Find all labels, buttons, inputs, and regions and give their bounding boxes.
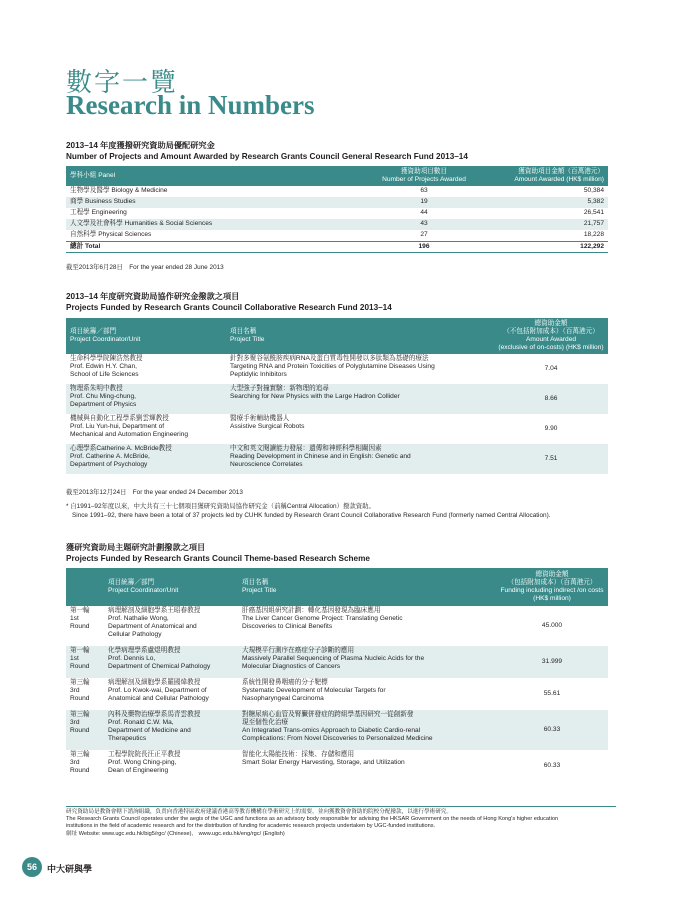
table-cell: 44 — [420, 209, 428, 216]
col-amount: 總資助金額 （不包括附加成本）（百萬港元） Amount Awarded (exclusive of on-costs) (HK$ million) — [494, 318, 608, 354]
section3-title-zh: 獲研究資助局主題研究計劃撥款之項目 — [66, 543, 206, 552]
table-row — [66, 710, 608, 750]
total-label: 總計 Total — [66, 241, 364, 252]
title-cell: 肝癌基因組研究計劃：轉化基因發現為臨床應用 The Liver Cancer Genome Project: Translating Genetic Discoveries to Clinical Benefits — [242, 607, 403, 630]
table-cell: 自然科學 Physical Sciences — [70, 231, 152, 238]
amount-cell: 9.90 — [544, 425, 558, 432]
round-cell: 第三輪 3rd Round — [70, 679, 90, 702]
amount-cell: 45.000 — [541, 622, 563, 629]
section1-title-zh: 2013–14 年度獲撥研究資助局優配研究金 — [66, 141, 215, 150]
col-amount: 總資助金額 （包括附加成本）（百萬港元） Funding including indirect /on costs (HK$ million) — [496, 568, 608, 606]
table-cell: 商學 Business Studies — [66, 197, 364, 208]
table-row — [66, 678, 608, 710]
title-cell: 中文和英文閱讀能力發展：遺傳和神經科學相關因素 Reading Development in Chinese and in English: Genetic and Neuroscience Correlates — [226, 444, 494, 474]
col-coordinator: 項目統籌／部門 Project Coordinator/Unit — [66, 318, 226, 354]
title-cell: 對糖尿病心血管及腎臟併發症的跨組學基因研究一從創新發 現至個性化治療 An Integrated Trans-omics Approach to Diabetic Cardio-renal Complications: From Novel Discoveries to Personalized Medicine — [238, 710, 496, 750]
coordinator-cell: 心理學系Catherine A. McBride教授 Prof. Catherine A. McBride, Department of Psychology — [66, 444, 226, 474]
table-row — [66, 750, 608, 782]
trs-table — [66, 568, 608, 782]
amount-cell: 60.33 — [496, 710, 608, 750]
coordinator-cell: 生命科學學院陳浩然教授 Prof. Edwin H.Y. Chan, School of Life Sciences — [70, 355, 143, 378]
table-cell: 21,757 — [484, 219, 608, 230]
col-title: 項目名稱 Project Title — [226, 318, 494, 354]
coordinator-cell: 物理系朱明中教授 Prof. Chu Ming-chung, Department of Physics — [66, 384, 226, 414]
section2-footnote: * 自1991–92年度以來，中大共有三十七個項目獲研究資助局協作研究金（前稱Central Allocation）撥款資助。 Since 1991–92, there have been a total of 37 projects led by CUHK funded by Research Grant Council Collaborative Research Fund (formerly named Central Allocation). — [66, 503, 551, 519]
table-cell: 27 — [420, 231, 428, 238]
amount-cell: 7.51 — [494, 444, 608, 474]
coordinator-cell: 機械與自動化工程學系劉雲輝教授 Prof. Liu Yun-hui, Department of Mechanical and Automation Engineering — [70, 415, 189, 438]
total-amount: 122,292 — [484, 241, 608, 252]
grf-table — [66, 166, 608, 253]
title-cell: 智能化太陽能技術：採集、存儲和應用 Smart Solar Energy Harvesting, Storage, and Utilization — [242, 751, 405, 766]
footer-notes: 研究資助局是教資會轄下諮詢組織，負責向香港特區政府建議香港高等教育機構在學術研究上的需要，並向獲教資會資助的院校分配撥款，以進行學術研究。 The Research Grants Council operates under the aegis of the UGC and functions as an advisory body responsible for advising the HKSAR Government on the needs of Hong Kong's higher education institutions in the field of academic research and for the distribution of funding for academic research projects undertaken by UGC-funded institutions. 網址 Website: www.ugc.edu.hk/big5/rgc/ (Chinese), www.ugc.edu.hk/eng/rgc/ (English) — [66, 806, 616, 838]
coordinator-cell: 內科及藥物治療學系馬青雲教授 Prof. Ronald C.W. Ma, Department of Medicine and Therapeutics — [104, 710, 238, 750]
table-cell: 工程學 Engineering — [70, 209, 127, 216]
section3-heading — [66, 542, 370, 564]
amount-cell: 8.66 — [494, 384, 608, 414]
title-cell: 醫療手術輔助機器人 Assistive Surgical Robots — [230, 415, 305, 430]
table-cell: 26,541 — [583, 209, 604, 216]
table-cell: 63 — [420, 187, 428, 194]
table-row — [66, 606, 608, 646]
coordinator-cell: 工程學院院長汪正平教授 Prof. Wong Ching-ping, Dean of Engineering — [108, 751, 181, 774]
page-title: Research in Numbers — [66, 90, 315, 120]
table-row — [66, 646, 608, 678]
table-cell: 50,384 — [583, 187, 604, 194]
amount-cell: 31.999 — [496, 646, 608, 678]
round-cell: 第一輪 1st Round — [66, 646, 104, 678]
col-coordinator: 項目統籌／部門 Project Coordinator/Unit — [104, 568, 238, 606]
round-cell: 第三輪 3rd Round — [70, 751, 90, 774]
publication-name: 中大研與學 — [47, 864, 93, 874]
table-row — [66, 384, 608, 414]
title-cell: 大型強子對撞實驗：新物理的追尋 Searching for New Physics with the Large Hadron Collider — [226, 384, 494, 414]
total-projects: 196 — [364, 241, 484, 252]
table-cell: 生物學及醫學 Biology & Medicine — [70, 187, 168, 194]
round-cell: 第三輪 3rd Round — [66, 710, 104, 750]
table-cell: 18,228 — [583, 231, 604, 238]
title-cell: 大規模平行測序在癌症分子診斷的應用 Massively Parallel Sequencing of Plasma Nucleic Acids for the Molecular Diagnostics of Cancers — [238, 646, 496, 678]
section2-heading — [66, 291, 392, 313]
amount-cell: 55.61 — [543, 690, 561, 697]
col-panel: 學科小組 Panel — [66, 166, 364, 186]
title-cell: 系統性開發鼻咽癌的分子靶標 Systematic Development of Molecular Targets for Nasopharyngeal Carcinoma — [242, 679, 386, 702]
col-projects: 獲資助項目數目 Number of Projects Awarded — [364, 166, 484, 186]
col-amount: 獲資助項目金額（百萬港元） Amount Awarded (HK$ million) — [484, 166, 608, 186]
section1-title-en: Number of Projects and Amount Awarded by Research Grants Council General Research Fund 2013–14 — [66, 152, 468, 161]
crf-table — [66, 318, 608, 474]
col-round — [66, 568, 104, 606]
title-cell: 針對多聚谷氨酰胺疾病RNA及蛋白質毒性開發以多肽類為基礎的療法 Targeting RNA and Protein Toxicities of Polyglutamine Diseases Using Peptidylic Inhibitors — [230, 355, 435, 378]
table-cell: 人文學及社會科學 Humanities & Social Sciences — [66, 219, 364, 230]
table-row — [66, 354, 608, 384]
page-number: 56 — [22, 857, 42, 877]
table-row — [66, 444, 608, 474]
coordinator-cell: 化學病理學系盧煜明教授 Prof. Dennis Lo, Department of Chemical Pathology — [104, 646, 238, 678]
section3-title-en: Projects Funded by Research Grants Council Theme-based Research Scheme — [66, 554, 370, 563]
section1-note: 截至2013年6月28日 For the year ended 28 June 2013 — [66, 264, 224, 271]
section2-title-zh: 2013–14 年度研究資助局協作研究金撥款之項目 — [66, 292, 240, 301]
table-cell: 19 — [364, 197, 484, 208]
amount-cell: 60.33 — [543, 762, 561, 769]
coordinator-cell: 病理解剖及細胞學系王昭春教授 Prof. Nathalie Wong, Department of Anatomical and Cellular Pathology — [108, 607, 201, 638]
round-cell: 第一輪 1st Round — [70, 607, 90, 630]
col-title: 項目名稱 Project Title — [238, 568, 496, 606]
page-title-zh: 數字一覽 — [66, 68, 179, 97]
section2-note: 截至2013年12月24日 For the year ended 24 December 2013 — [66, 489, 243, 496]
table-cell: 5,382 — [484, 197, 608, 208]
section2-title-en: Projects Funded by Research Grants Council Collaborative Research Fund 2013–14 — [66, 303, 392, 312]
table-cell: 43 — [364, 219, 484, 230]
amount-cell: 7.04 — [544, 365, 558, 372]
table-row — [66, 414, 608, 444]
coordinator-cell: 病理解剖及細胞學系羅國煒教授 Prof. Lo Kwok-wai, Department of Anatomical and Cellular Pathology — [108, 679, 209, 702]
section1-heading — [66, 140, 468, 162]
